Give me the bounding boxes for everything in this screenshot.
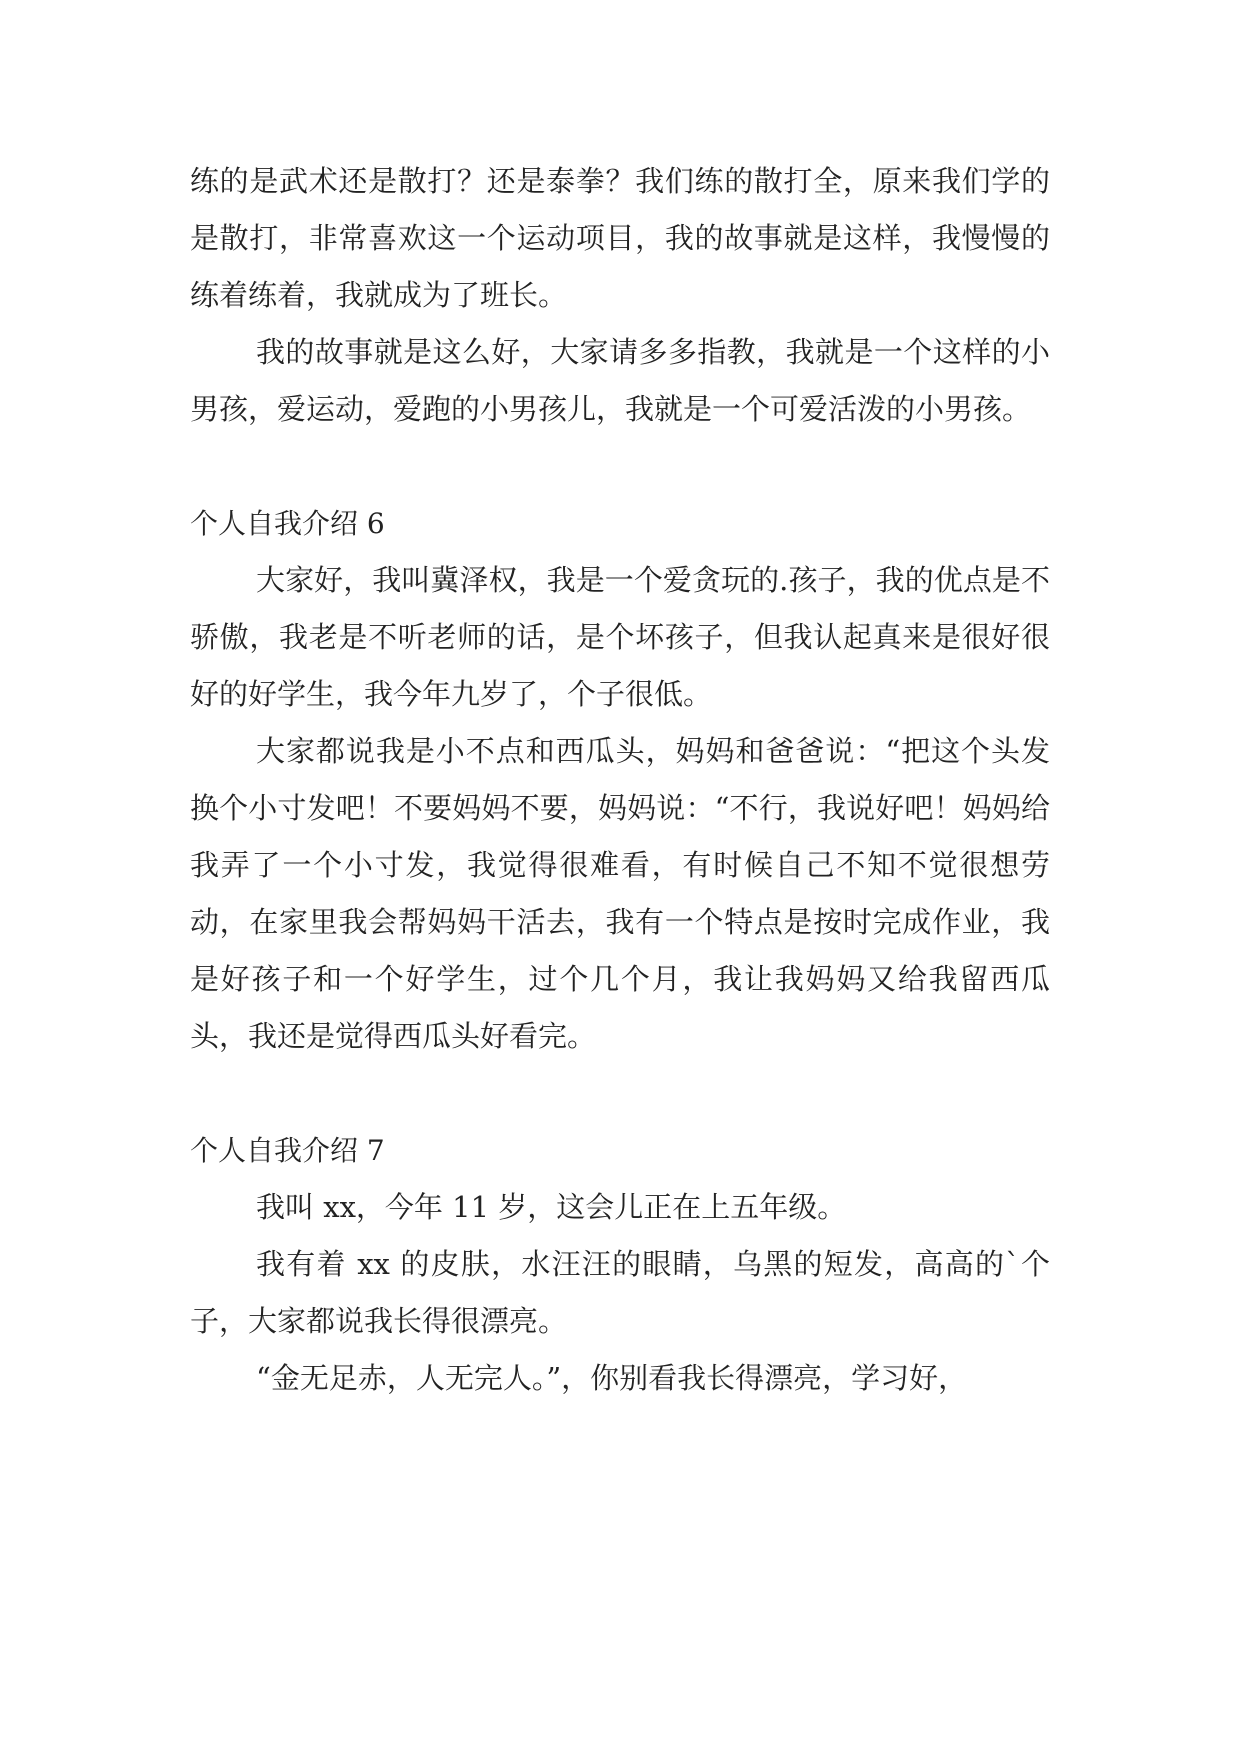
section-heading: 个人自我介绍 6 <box>190 507 385 540</box>
paragraph: 大家都说我是小不点和西瓜头，妈妈和爸爸说：“把这个头发换个小寸发吧！不要妈妈不要，妈妈说：“不行，我说好吧！妈妈给我弄了一个小寸发，我觉得很难看，有时候自己不知不觉很想劳动，在家里我会帮妈妈干活去，我有一个特点是按时完成作业，我是好孩子和一个好学生，过个几个月，我让我妈妈又给我留西瓜头，我还是觉得西瓜头好看完。 <box>190 734 1050 1053</box>
paragraph: 我有着 xx 的皮肤，水汪汪的眼睛，乌黑的短发，高高的`个子，大家都说我长得很漂亮。 <box>190 1247 1050 1338</box>
paragraph: 我叫 xx，今年 11 岁，这会儿正在上五年级。 <box>256 1190 847 1224</box>
paragraph-continued: 练的是武术还是散打？还是泰拳？我们练的散打全，原来我们学的是散打，非常喜欢这一个运动项目，我的故事就是这样，我慢慢的练着练着，我就成为了班长。 <box>190 164 1050 312</box>
paragraph: 大家好，我叫冀泽权，我是一个爱贪玩的.孩子，我的优点是不骄傲，我老是不听老师的话，是个坏孩子，但我认起真来是很好很好的好学生，我今年九岁了，个子很低。 <box>190 563 1050 711</box>
paragraph: 我的故事就是这么好，大家请多多指教，我就是一个这样的小男孩，爱运动，爱跑的小男孩儿，我就是一个可爱活泼的小男孩。 <box>190 335 1050 426</box>
section-heading: 个人自我介绍 7 <box>190 1134 385 1167</box>
document-body <box>190 153 1050 1407</box>
paragraph: “金无足赤，人无完人。”，你别看我长得漂亮，学习好， <box>256 1361 968 1395</box>
